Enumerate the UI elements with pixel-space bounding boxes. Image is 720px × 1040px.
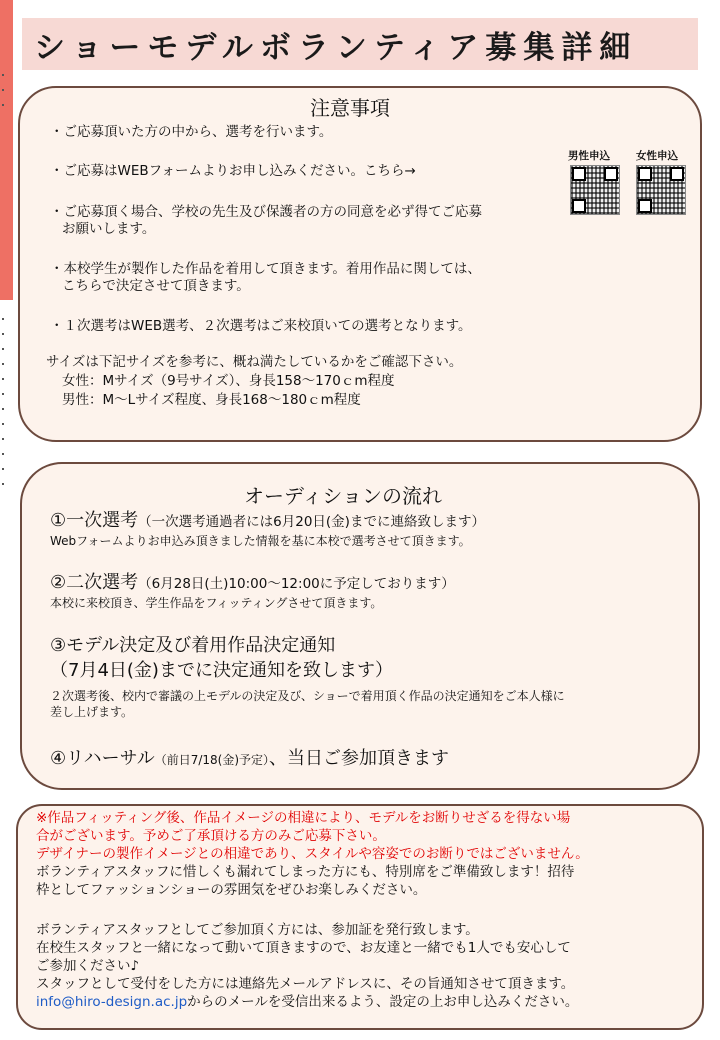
footer-line-10-tail: からのメールを受信出来るよう、設定の上お申し込みください。 [187,994,579,1010]
step2-desc: 本校に来校頂き、学生作品をフィッティングさせて頂きます。 [50,596,383,610]
warning-line-3: デザイナーの製作イメージとの相違であり、スタイルや容姿でのお断りではございません。 [36,846,589,862]
note-item-4: ・本校学生が製作した作品を着用して頂きます。着用作品に関しては、 [50,261,481,277]
step1-title: ①一次選考 [50,510,139,531]
qr-female-icon[interactable] [636,165,686,215]
footer-line-9: スタッフとして受付をした方には連絡先メールアドレスに、その旨通知させて頂きます。 [36,976,575,992]
note-item-2: ・ご応募はWEBフォームよりお申し込みください。こちら→ [50,163,416,179]
step3-desc-2: 差し上げます。 [50,705,134,719]
note-item-3: ・ご応募頂く場合、学校の先生及び保護者の方の同意を必ず得てご応募 [50,204,482,220]
footer-line-10 [36,994,578,1011]
footer-line-4: ボランティアスタッフに惜しくも漏れてしまった方にも、特別席をご準備致します！招待 [36,864,575,880]
footer-line-8: ご参加ください♪ [36,958,140,974]
flow-heading: オーディションの流れ [244,484,442,508]
step3-desc-1: ２次選考後、校内で審議の上モデルの決定及び、ショーで着用頂く作品の決定通知をご本人様に [50,689,565,703]
footer-line-6: ボランティアスタッフとしてご参加頂く方には、参加証を発行致します。 [36,922,479,938]
dot-column-top [2,74,10,119]
step4 [50,750,449,769]
notes-heading: 注意事項 [310,96,390,120]
step2-title: ②二次選考 [50,572,139,593]
step1-desc: Webフォームよりお申込み頂きました情報を基に本校で選考させて頂きます。 [50,534,471,548]
step4-note: （前日7/18(金)予定） [154,753,270,767]
step3-title: ③モデル決定及び着用作品決定通知 [50,635,336,656]
step1 [50,512,485,531]
size-male: 男性：M～Lサイズ程度、身長168～180ｃm程度 [62,392,361,408]
email-link[interactable]: info@hiro-design.ac.jp [36,994,188,1010]
step3-sub: （7月4日(金)までに決定通知を致します） [50,660,393,681]
note-item-3-cont: お願いします。 [62,221,156,237]
qr-male-icon[interactable] [570,165,620,215]
page-title: ショーモデルボランティア募集詳細 [34,30,638,66]
qr-female-label: 女性申込 [636,150,678,162]
step4-title: ④リハーサル [50,748,155,769]
footer-line-7: 在校生スタッフと一緒になって動いて頂きますので、お友達と一緒でも1人でも安心して [36,940,571,956]
step2-note: （6月28日(土)10:00～12:00に予定しております） [138,576,455,592]
accent-bar [0,0,13,300]
note-item-5: ・１次選考はWEB選考、２次選考はご来校頂いての選考となります。 [50,318,472,334]
dot-column-bottom [2,318,10,498]
footer-line-5: 枠としてファッションショーの雰囲気をぜひお楽しみください。 [36,882,427,898]
step1-note: （一次選考通過者には6月20日(金)までに連絡致します） [138,514,485,530]
note-item-1: ・ご応募頂いた方の中から、選考を行います。 [50,124,333,140]
warning-line-2: 合がございます。予めご了承頂ける方のみご応募下さい。 [36,828,386,844]
size-note: サイズは下記サイズを参考に、概ね満たしているかをご確認下さい。 [46,354,463,370]
qr-male-label: 男性申込 [568,150,610,162]
size-female: 女性：Mサイズ（9号サイズ）、身長158～170ｃm程度 [62,373,395,389]
step2 [50,574,455,593]
step4-tail: 、当日ご参加頂きます [269,748,450,769]
warning-line-1: ※作品フィッティング後、作品イメージの相違により、モデルをお断りせざるを得ない場 [36,810,571,826]
note-item-4-cont: こちらで決定させて頂きます。 [62,278,250,294]
